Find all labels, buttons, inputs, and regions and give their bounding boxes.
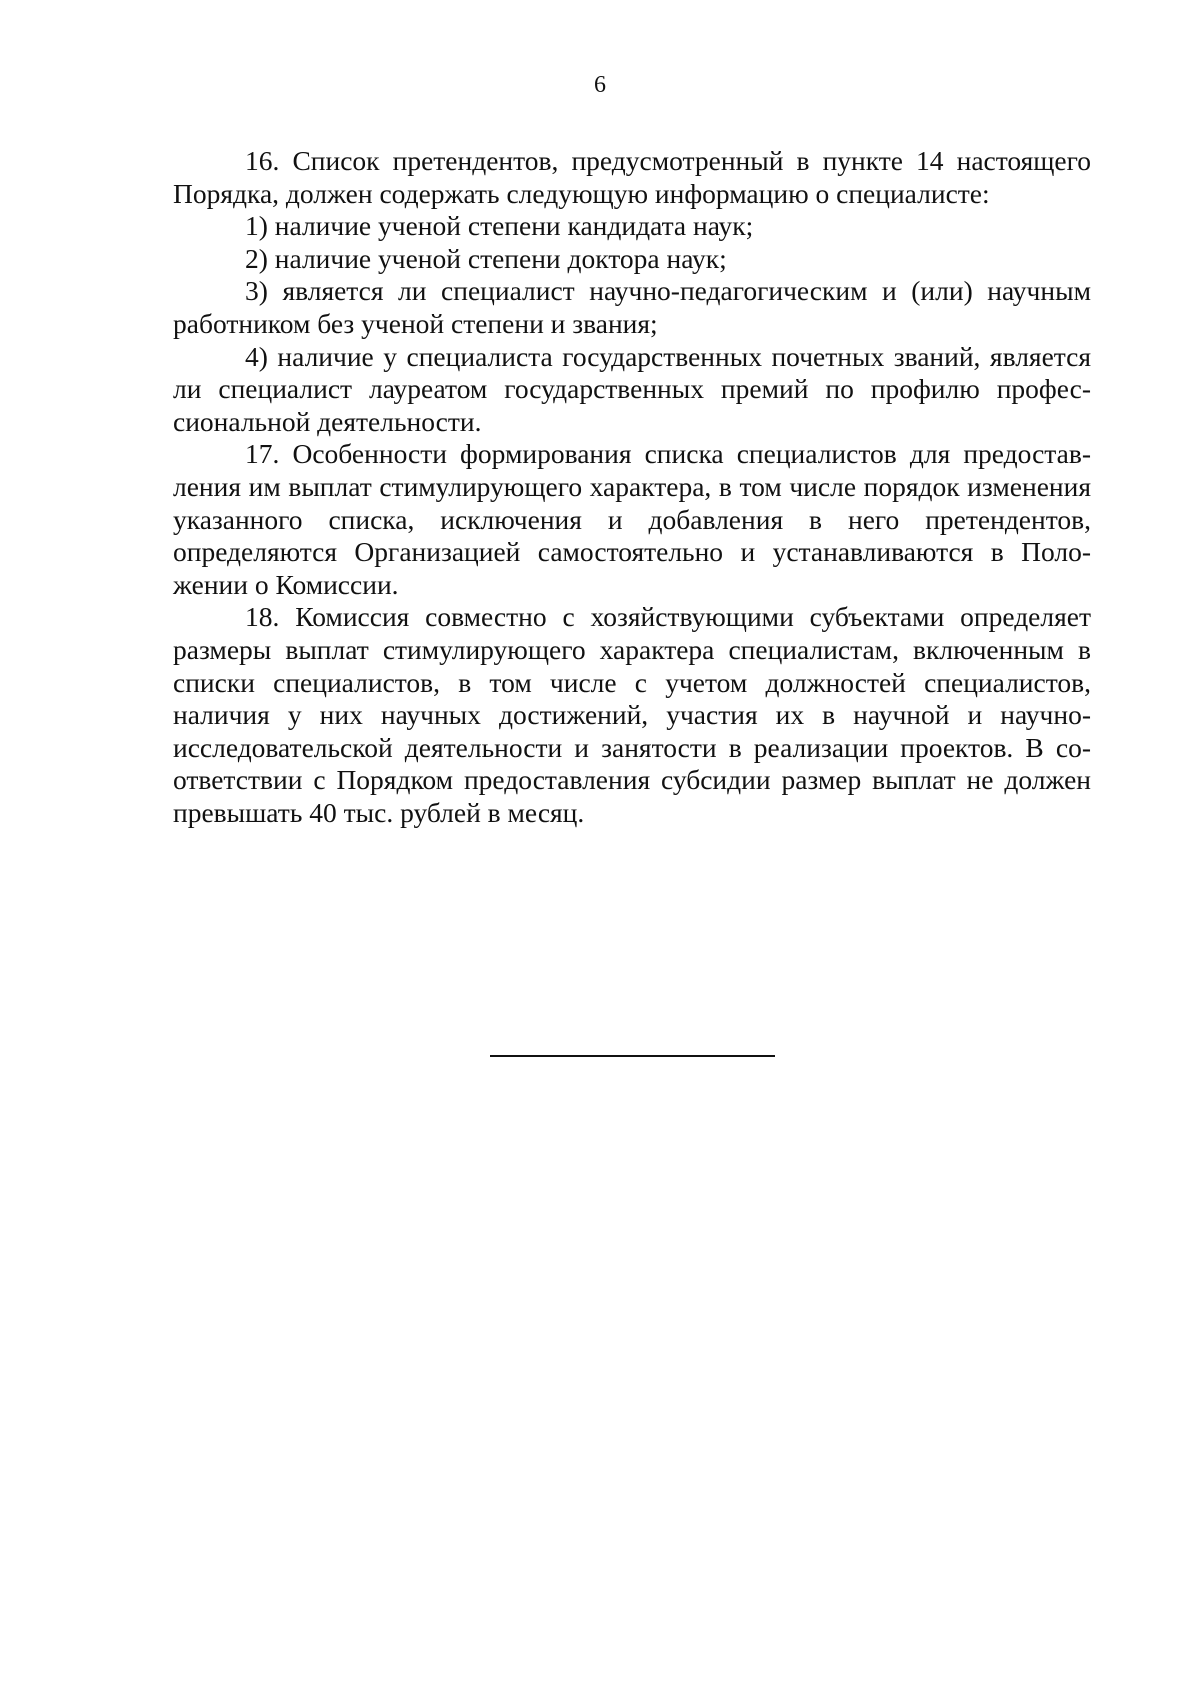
paragraph-17: 17. Особенности формирования списка специалистов для предоставления им выплат стимулирующего характера, в том числе порядок изменения указанного списка, исключения и добавления в него претендентов, определяются Организацией самостоятельно и устанавливаются в Положении о Комиссии. xyxy=(173,438,1091,600)
list-item-2: 2) наличие ученой степени доктора наук; xyxy=(245,242,727,274)
document-body xyxy=(173,145,1091,829)
list-item-3: 3) является ли специалист научно-педагогическим и (или) научным работником без ученой степени и звания; xyxy=(173,275,1091,339)
page-number: 6 xyxy=(594,72,606,98)
paragraph-18: 18. Комиссия совместно с хозяйствующими субъектами определяет размеры выплат стимулирующего характера специалистам, включенным в списки специалистов, в том числе с учетом должностей специалистов, наличия у них научных достижений, участия их в научной и научно-исследовательской деятельности и занятости в реализации проектов. В соответствии с Порядком предоставления субсидии размер выплат не должен превышать 40 тыс. рублей в месяц. xyxy=(173,601,1091,828)
list-item-1: 1) наличие ученой степени кандидата наук; xyxy=(245,210,754,242)
list-item-4: 4) наличие у специалиста государственных почетных званий, является ли специалист лауреатом государственных премий по профилю профессиональной деятельности. xyxy=(173,340,1091,437)
paragraph-16: 16. Список претендентов, предусмотренный в пункте 14 настоящего Порядка, должен содержать следующую информацию о специалисте: xyxy=(173,145,1091,209)
closing-rule-divider xyxy=(490,1055,775,1057)
